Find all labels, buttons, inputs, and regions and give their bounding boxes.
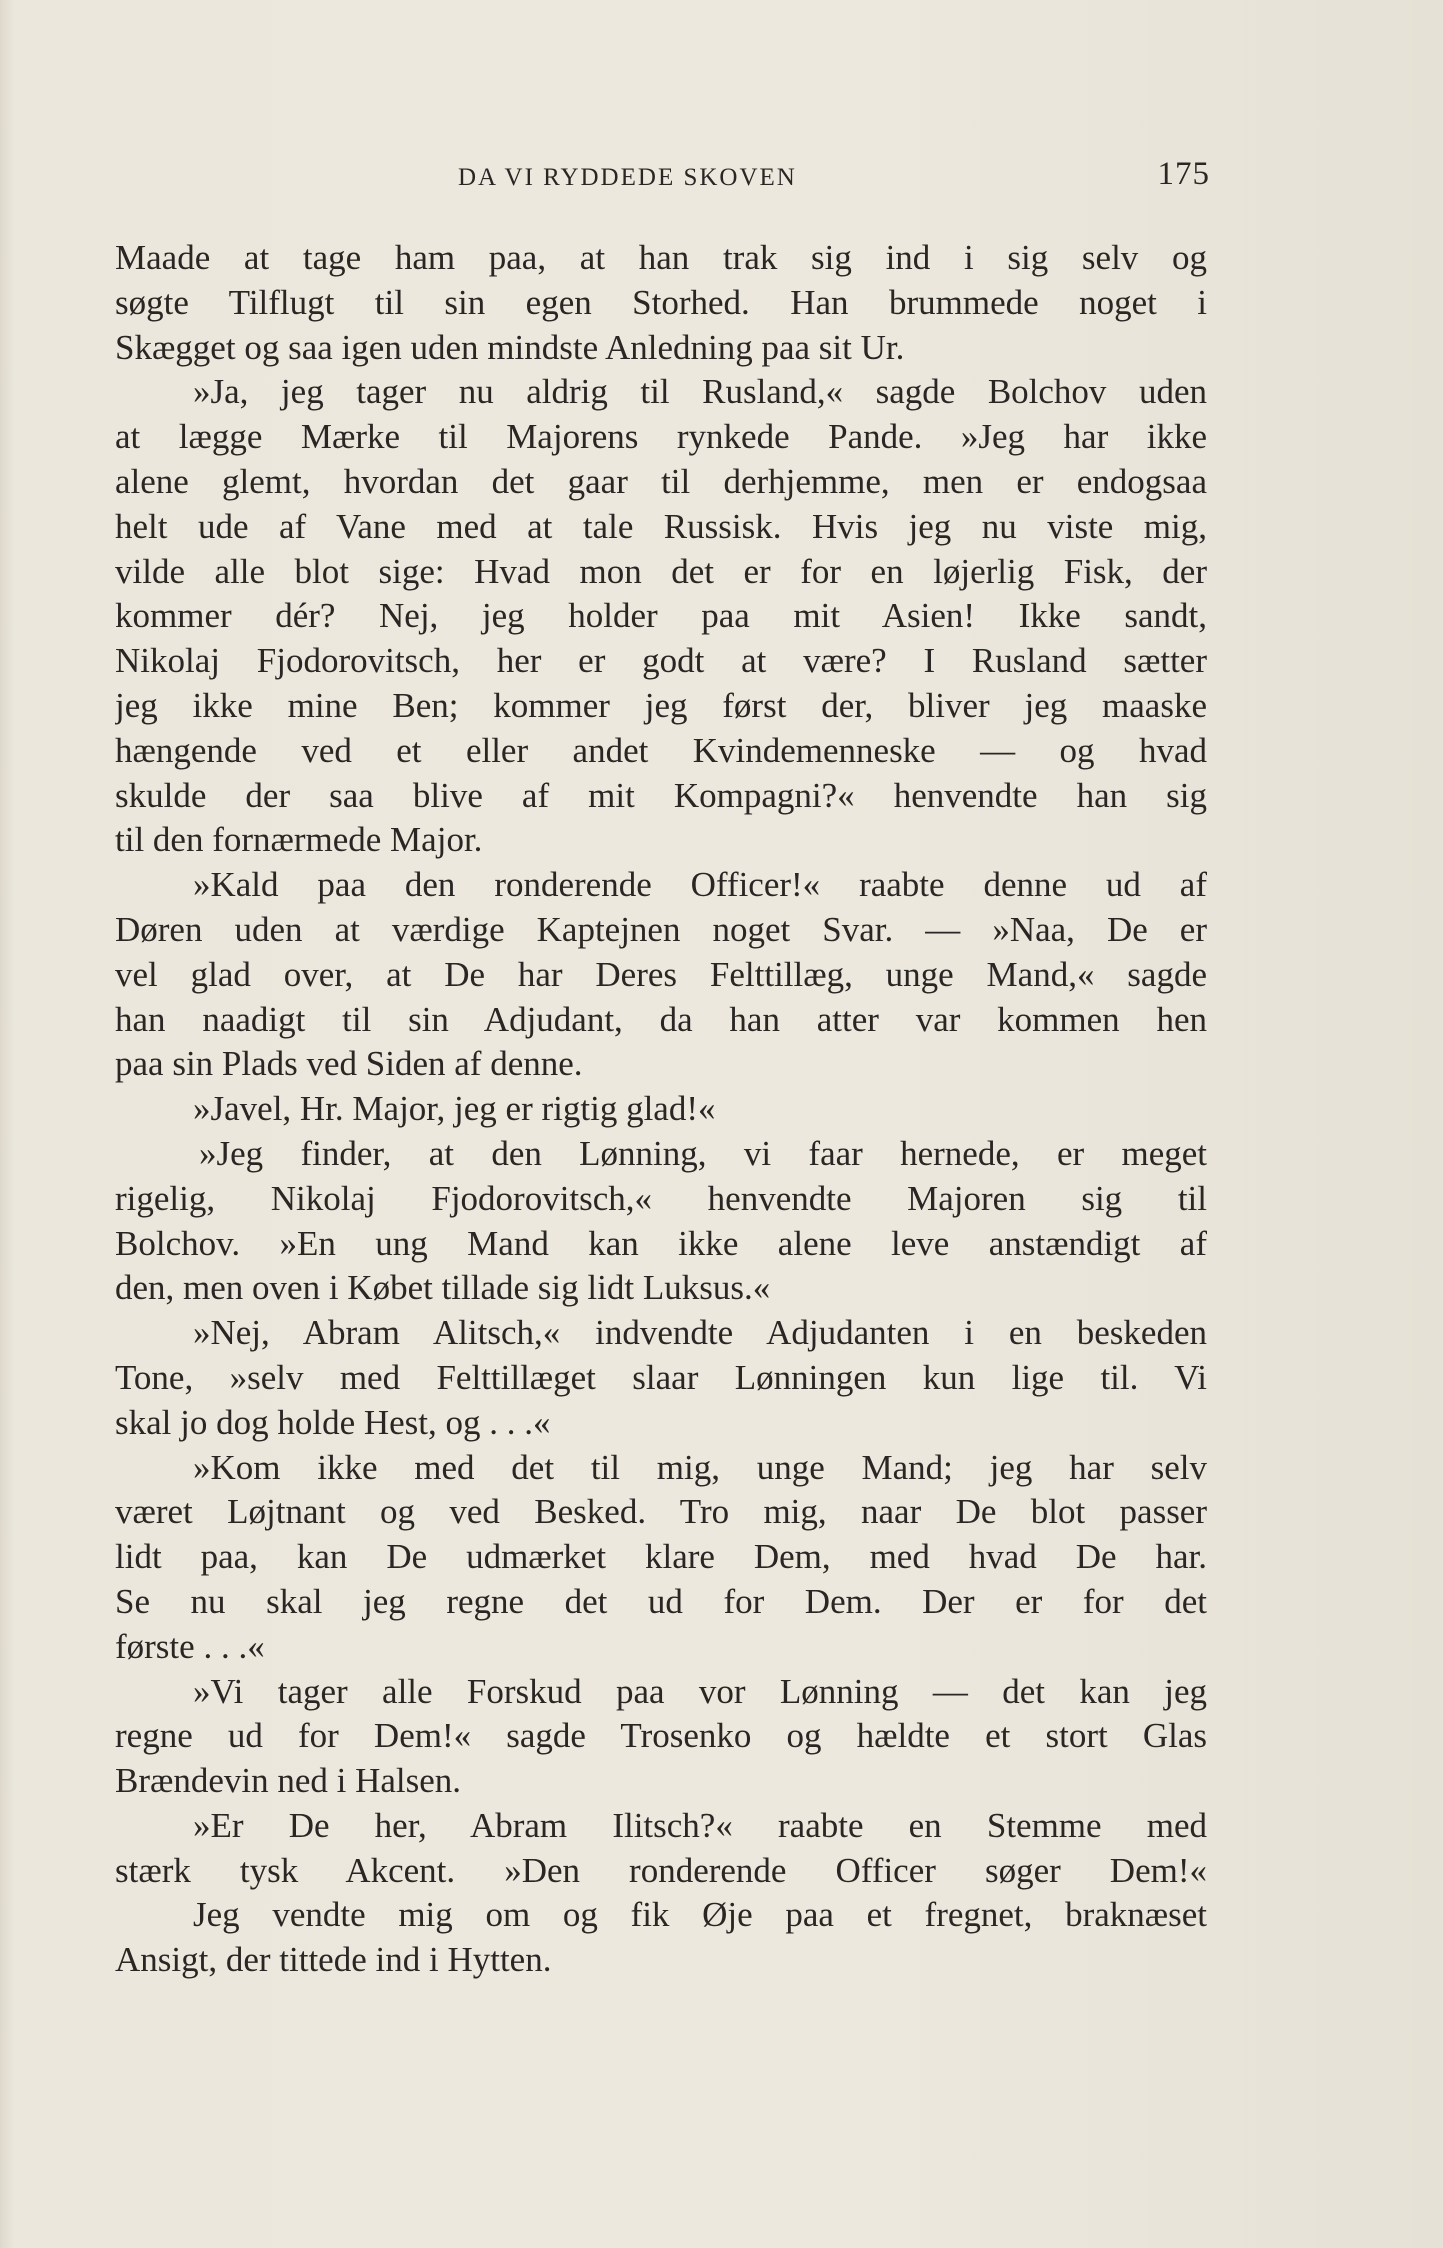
text-line: alene glemt, hvordan det gaar til derhjemme, men er endogsaa xyxy=(115,461,1207,501)
text-line: at lægge Mærke til Majorens rynkede Pande. »Jeg har ikke xyxy=(115,417,1207,457)
text-line: Ansigt, der tittede ind i Hytten. xyxy=(115,1940,552,1980)
text-line: rigelig, Nikolaj Fjodorovitsch,« henvendte Majoren sig til xyxy=(115,1178,1207,1218)
text-line: Maade at tage ham paa, at han trak sig ind i sig selv og xyxy=(115,238,1207,277)
text-line: Se nu skal jeg regne det ud for Dem. Der er for det xyxy=(115,1581,1207,1621)
text-line: Skægget og saa igen uden mindste Anledning paa sit Ur. xyxy=(115,327,905,367)
text-line: Brændevin ned i Halsen. xyxy=(115,1761,462,1801)
text-line: »Ja, jeg tager nu aldrig til Rusland,« sagde Bolchov uden xyxy=(193,372,1207,412)
text-line: »Nej, Abram Alitsch,« indvendte Adjudanten i en beskeden xyxy=(193,1313,1207,1353)
text-line: han naadigt til sin Adjudant, da han atter var kommen hen xyxy=(115,999,1207,1039)
text-line: skulde der saa blive af mit Kompagni?« henvendte han sig xyxy=(115,775,1207,815)
text-line: skal jo dog holde Hest, og . . .« xyxy=(115,1402,551,1442)
text-line: været Løjtnant og ved Besked. Tro mig, naar De blot passer xyxy=(115,1492,1207,1532)
text-line: vel glad over, at De har Deres Felttillæg, unge Mand,« sagde xyxy=(115,954,1207,994)
text-line: til den fornærmede Major. xyxy=(115,820,483,860)
text-line: »Er De her, Abram Ilitsch?« raabte en Stemme med xyxy=(193,1805,1207,1845)
page-header xyxy=(110,156,1210,200)
page-number: 175 xyxy=(1157,156,1210,192)
text-line: Jeg vendte mig om og fik Øje paa et fregnet, braknæset xyxy=(193,1895,1207,1935)
text-line: jeg ikke mine Ben; kommer jeg først der, bliver jeg maaske xyxy=(115,685,1207,725)
text-line: Døren uden at værdige Kaptejnen noget Svar. — »Naa, De er xyxy=(115,909,1207,949)
text-line: paa sin Plads ved Siden af denne. xyxy=(115,1044,583,1084)
body-text xyxy=(115,236,1207,1983)
text-line: søgte Tilflugt til sin egen Storhed. Han brummede noget i xyxy=(115,282,1207,322)
text-line: kommer dér? Nej, jeg holder paa mit Asien! Ikke sandt, xyxy=(115,596,1207,636)
text-line: Bolchov. »En ung Mand kan ikke alene leve anstændigt af xyxy=(115,1223,1207,1263)
text-line: hængende ved et eller andet Kvindemenneske — og hvad xyxy=(115,730,1207,770)
text-line: »Jeg finder, at den Lønning, vi faar hernede, er meget xyxy=(199,1133,1207,1173)
text-line: første . . .« xyxy=(115,1626,265,1666)
text-line: »Kom ikke med det til mig, unge Mand; jeg har selv xyxy=(193,1447,1207,1487)
text-line: »Kald paa den ronderende Officer!« raabte denne ud af xyxy=(193,865,1207,905)
running-title: DA VI RYDDEDE SKOVEN xyxy=(458,164,797,191)
text-line: stærk tysk Akcent. »Den ronderende Officer søger Dem!« xyxy=(115,1850,1207,1890)
text-line: regne ud for Dem!« sagde Trosenko og hældte et stort Glas xyxy=(115,1716,1207,1756)
text-line: »Javel, Hr. Major, jeg er rigtig glad!« xyxy=(193,1089,716,1129)
text-line: lidt paa, kan De udmærket klare Dem, med hvad De har. xyxy=(115,1537,1207,1577)
text-line: Nikolaj Fjodorovitsch, her er godt at være? I Rusland sætter xyxy=(115,641,1207,681)
text-line: »Vi tager alle Forskud paa vor Lønning — det kan jeg xyxy=(193,1671,1207,1711)
text-line: den, men oven i Købet tillade sig lidt Luksus.« xyxy=(115,1268,771,1308)
text-line: Tone, »selv med Felttillæget slaar Lønningen kun lige til. Vi xyxy=(115,1357,1207,1397)
text-line: helt ude af Vane med at tale Russisk. Hvis jeg nu viste mig, xyxy=(115,506,1207,546)
text-line: vilde alle blot sige: Hvad mon det er for en løjerlig Fisk, der xyxy=(115,551,1207,591)
